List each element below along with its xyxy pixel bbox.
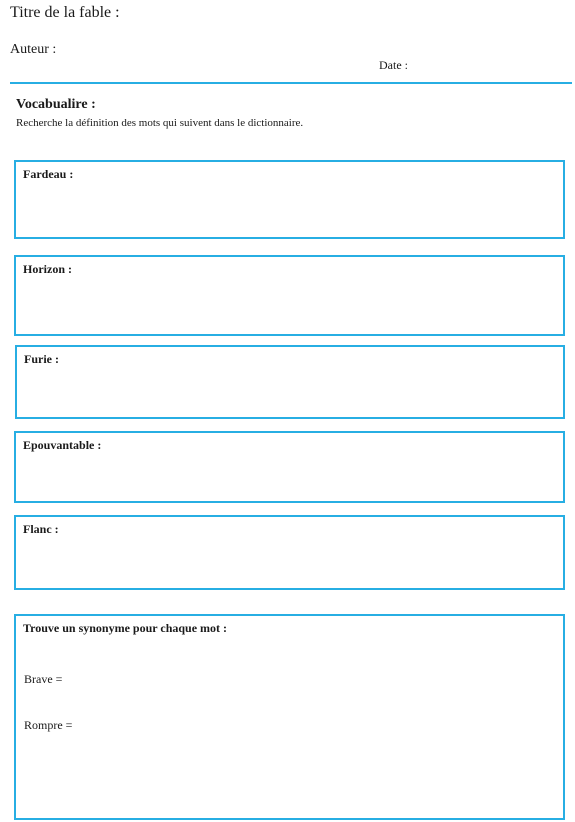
vocabulary-instruction: Recherche la définition des mots qui suivent dans le dictionnaire. xyxy=(16,117,304,129)
definition-label: Fardeau : xyxy=(23,167,74,181)
definition-box-furie[interactable] xyxy=(15,345,565,419)
definition-box-fardeau[interactable] xyxy=(14,160,565,239)
definition-label: Horizon : xyxy=(23,262,72,276)
synonyms-box[interactable] xyxy=(14,614,565,820)
header-divider xyxy=(10,82,572,84)
fable-title-label: Titre de la fable : xyxy=(10,4,120,21)
definition-box-horizon[interactable] xyxy=(14,255,565,336)
author-label: Auteur : xyxy=(10,42,57,57)
definition-box-flanc[interactable] xyxy=(14,515,565,590)
definition-label: Flanc : xyxy=(23,522,59,536)
definition-box-epouvantable[interactable] xyxy=(14,431,565,503)
synonym-item-brave: Brave = xyxy=(24,672,63,686)
definition-label: Epouvantable : xyxy=(23,438,102,452)
date-label: Date : xyxy=(379,58,408,72)
synonyms-heading: Trouve un synonyme pour chaque mot : xyxy=(23,621,228,635)
synonym-item-rompre: Rompre = xyxy=(24,718,73,732)
vocabulary-heading: Vocabualire : xyxy=(16,97,96,112)
definition-label: Furie : xyxy=(24,352,59,366)
